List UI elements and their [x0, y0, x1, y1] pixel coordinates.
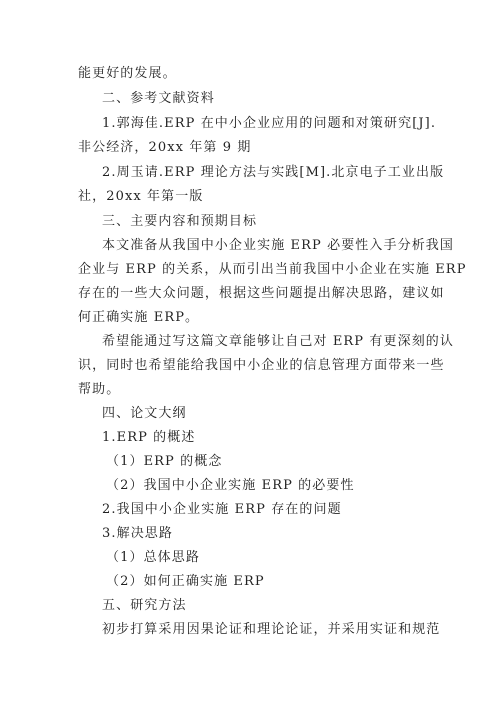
- outline-item: 1.ERP 的概述: [102, 430, 196, 445]
- section-heading-references: 二、参考文献资料: [102, 91, 215, 106]
- paragraph-line: 识，同时也希望能给我国中小企业的信息管理方面带来一些: [78, 358, 445, 373]
- paragraph-line: 存在的一些大众问题，根据这些问题提出解决思路，建议如: [78, 286, 445, 301]
- outline-subitem: （2）如何正确实施 ERP: [106, 574, 265, 589]
- section-heading-content: 三、主要内容和预期目标: [102, 214, 258, 229]
- paragraph-line: 初步打算采用因果论证和理论论证，并采用实证和规范: [102, 622, 441, 637]
- outline-subitem: （2）我国中小企业实施 ERP 的必要性: [106, 478, 355, 493]
- paragraph-line: 帮助。: [78, 382, 121, 397]
- paragraph-line: 本文准备从我国中小企业实施 ERP 必要性入手分析我国: [102, 238, 454, 253]
- outline-item: 2.我国中小企业实施 ERP 存在的问题: [102, 502, 342, 517]
- outline-subitem: （1）总体思路: [106, 550, 200, 565]
- paragraph-line: 企业与 ERP 的关系，从而引出当前我国中小企业在实施 ERP: [78, 262, 467, 277]
- text-line: 能更好的发展。: [78, 66, 177, 81]
- reference-item-continued: 非公经济，20xx 年第 9 期: [78, 140, 252, 155]
- reference-item-continued: 社，20xx 年第一版: [78, 189, 204, 204]
- outline-subitem: （1）ERP 的概念: [106, 454, 223, 469]
- reference-item: 1.郭海佳.ERP 在中小企业应用的问题和对策研究[J].: [102, 116, 437, 131]
- paragraph-line: 希望能通过写这篇文章能够让自己对 ERP 有更深刻的认: [102, 334, 454, 349]
- paragraph-line: 何正确实施 ERP。: [78, 310, 200, 325]
- section-heading-outline: 四、论文大纲: [102, 406, 187, 421]
- outline-item: 3.解决思路: [102, 526, 174, 541]
- section-heading-methods: 五、研究方法: [102, 598, 187, 613]
- reference-item: 2.周玉请.ERP 理论方法与实践[M].北京电子工业出版: [102, 165, 445, 180]
